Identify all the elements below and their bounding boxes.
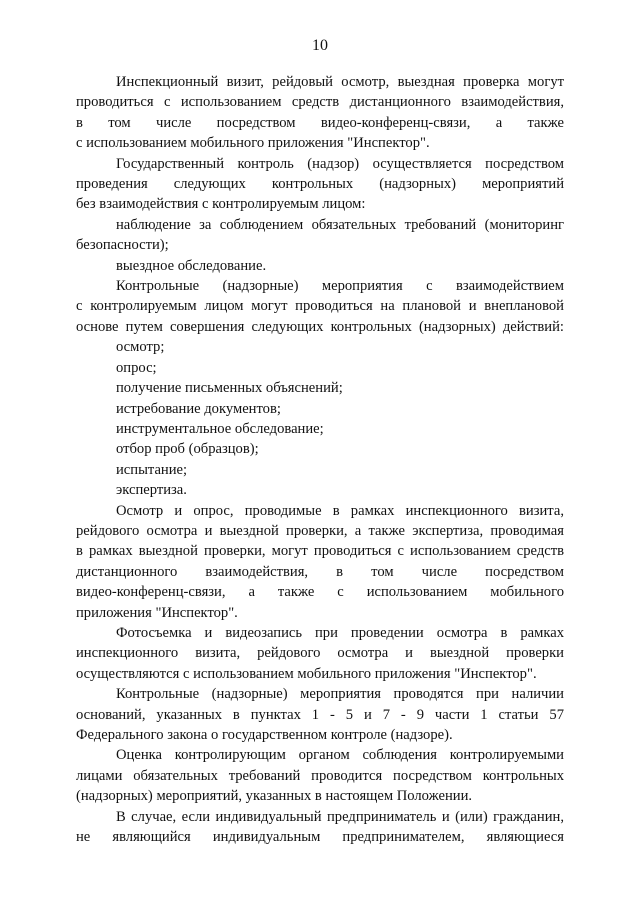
text-line: оснований, указанных в пунктах 1 - 5 и 7 - 9 части 1 статьи 57 [76,706,564,723]
text-line: проведения следующих контрольных (надзорных) мероприятий [76,176,564,193]
text-line: испытание; [116,461,188,478]
text-line: с использованием мобильного приложения "Инспектор". [76,135,430,152]
text-line: инструментальное обследование; [116,420,324,437]
text-line: выездное обследование. [116,257,267,274]
text-line: Контрольные (надзорные) мероприятия проводятся при наличии [116,686,564,703]
text-line: основе путем совершения следующих контрольных (надзорных) действий: [76,318,564,335]
text-line: инспекционного визита, рейдового осмотра и выездной проверки [76,645,564,662]
text-line: в том числе посредством видео-конференц-связи, а также [76,114,564,131]
text-line: с контролируемым лицом могут проводиться на плановой и внеплановой [76,298,564,315]
text-line: осмотр; [116,339,165,356]
text-line: опрос; [116,359,157,376]
page-number: 10 [312,37,328,54]
text-line: рейдового осмотра и выездной проверки, а также экспертиза, проводимая [76,522,564,539]
text-line: приложения "Инспектор". [76,604,238,621]
text-line: видео-конференц-связи, а также с использованием мобильного [76,584,564,601]
text-line: без взаимодействия с контролируемым лицом: [76,196,366,213]
text-line: Государственный контроль (надзор) осуществляется посредством [116,155,564,172]
text-line: не являющийся индивидуальным предпринимателем, являющиеся [76,829,564,846]
text-line: дистанционного взаимодействия, в том числе посредством [76,563,564,580]
text-line: Осмотр и опрос, проводимые в рамках инспекционного визита, [116,502,564,519]
text-line: безопасности); [76,237,169,254]
text-line: Фотосъемка и видеозапись при проведении осмотра в рамках [116,624,564,641]
text-line: лицами обязательных требований проводится посредством контрольных [76,767,564,784]
text-line: В случае, если индивидуальный предприниматель и (или) гражданин, [116,808,564,825]
text-line: осуществляются с использованием мобильного приложения "Инспектор". [76,665,537,682]
text-line: истребование документов; [116,400,281,417]
text-line: Федерального закона о государственном контроле (надзоре). [76,727,453,743]
text-line: наблюдение за соблюдением обязательных требований (мониторинг [116,216,564,233]
text-line: (надзорных) мероприятий, указанных в настоящем Положении. [76,788,473,805]
document-body [76,72,564,847]
text-line: Оценка контролирующим органом соблюдения контролируемыми [116,747,564,764]
text-line: отбор проб (образцов); [116,441,259,458]
text-line: Контрольные (надзорные) мероприятия с взаимодействием [116,278,564,295]
text-line: экспертиза. [116,482,187,499]
text-line: получение письменных объяснений; [116,380,343,397]
text-line: Инспекционный визит, рейдовый осмотр, выездная проверка могут [116,74,564,90]
text-line: проводиться с использованием средств дистанционного взаимодействия, [76,94,564,111]
text-line: в рамках выездной проверки, могут проводиться с использованием средств [76,543,564,560]
